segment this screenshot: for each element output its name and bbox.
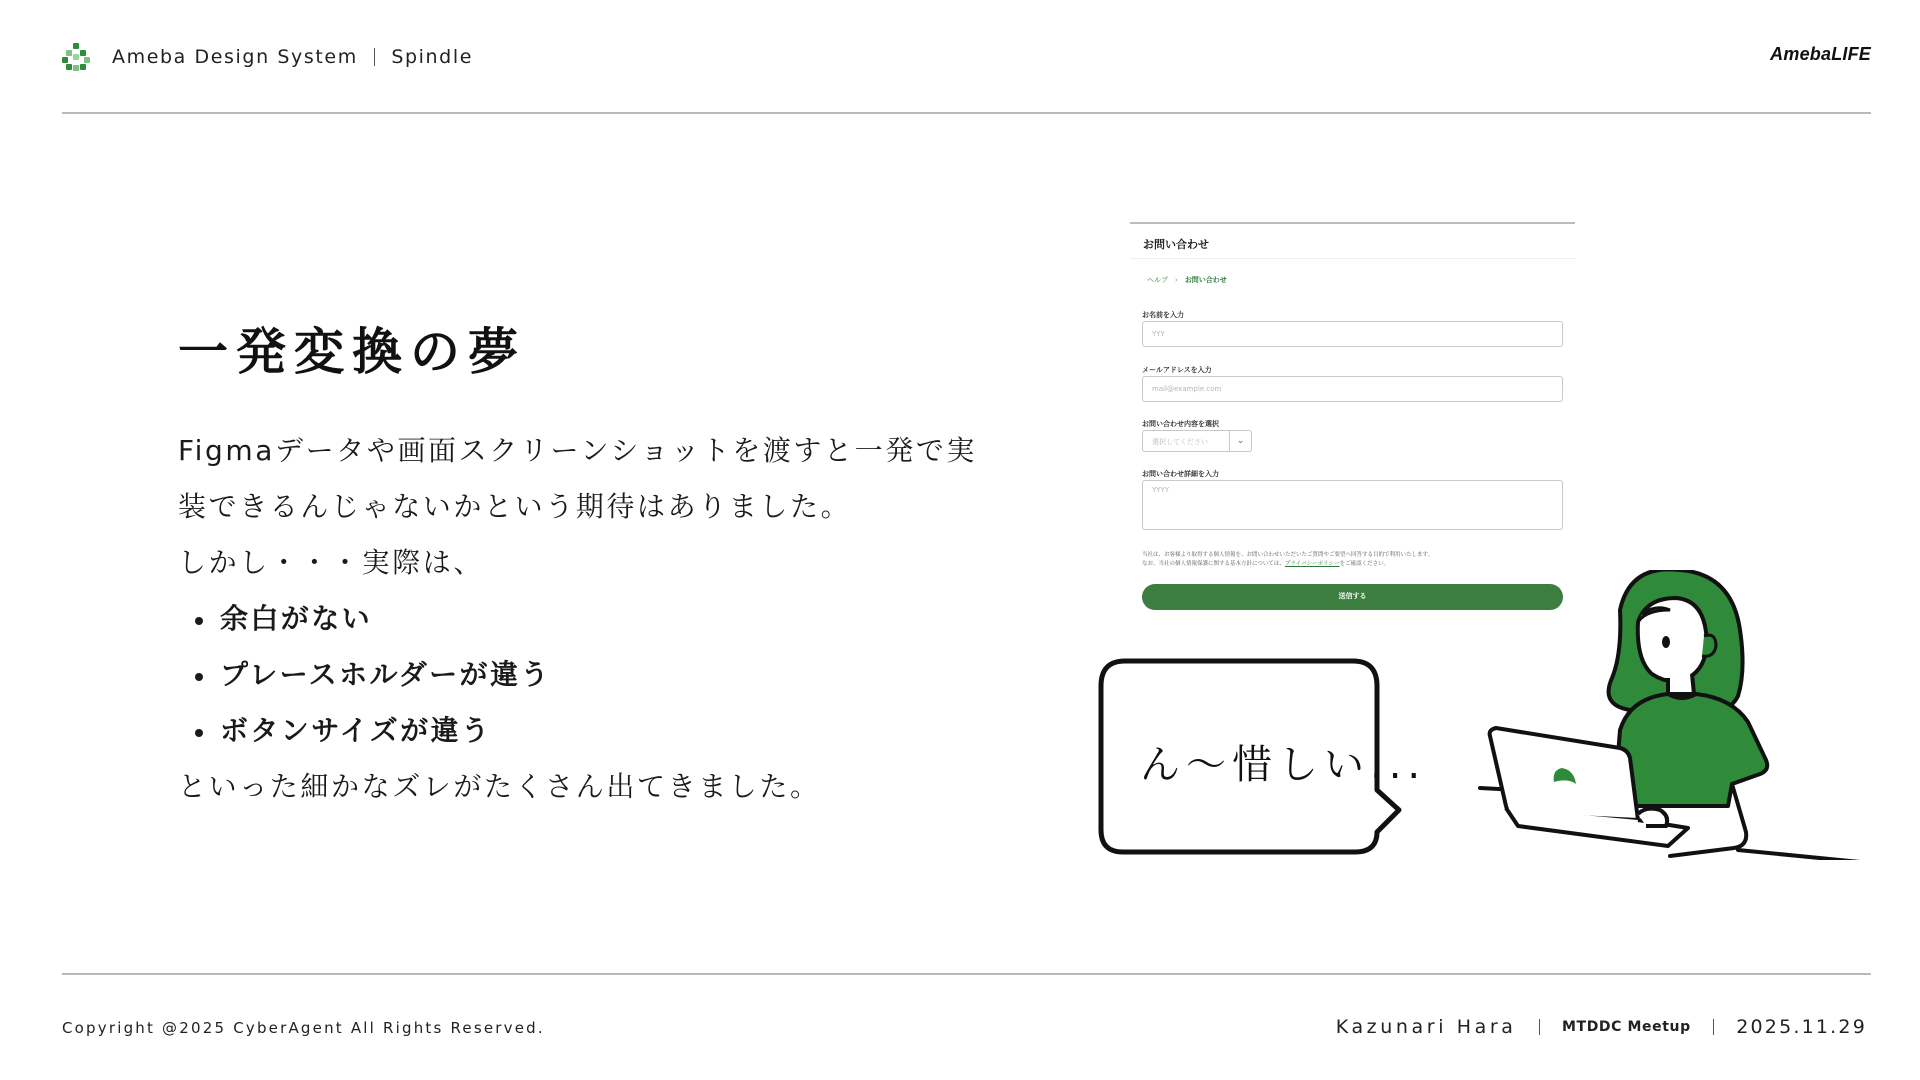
header [62, 40, 473, 74]
name-input[interactable]: YYY [1142, 321, 1563, 347]
name-label: お名前を入力 [1142, 311, 1184, 319]
detail-textarea[interactable]: YYYY [1142, 480, 1563, 530]
contact-form-screenshot [1130, 222, 1575, 629]
email-label: メールアドレスを入力 [1142, 366, 1212, 374]
author-name: Kazunari Hara [1335, 1016, 1517, 1038]
spindle-logo-icon [62, 43, 90, 71]
privacy-note-line-2 [1142, 560, 1563, 569]
copyright: Copyright @2025 CyberAgent All Rights Reserved. [62, 1019, 545, 1037]
breadcrumb-help-link[interactable]: ヘルプ [1147, 276, 1168, 284]
category-label: お問い合わせ内容を選択 [1142, 420, 1219, 428]
header-rule [62, 112, 1871, 114]
privacy-note-line-1: 当社は、お客様より取得する個人情報を、お問い合わせいただいたご質問やご要望へ回答する目的で利用いたします。 [1142, 552, 1434, 558]
category-placeholder: 選択してください [1152, 438, 1208, 446]
design-system-name: Ameba Design System [112, 46, 358, 68]
email-input[interactable]: mail@example.com [1142, 376, 1563, 402]
footer-divider [1713, 1019, 1715, 1035]
detail-label: お問い合わせ詳細を入力 [1142, 470, 1219, 478]
privacy-policy-link[interactable]: プライバシーポリシー [1284, 561, 1340, 567]
chevron-right-icon: › [1175, 276, 1178, 284]
issue-item: 余白がない [178, 591, 998, 647]
form-title-divider [1130, 258, 1575, 259]
form-title: お問い合わせ [1143, 238, 1209, 251]
privacy-note-prefix: なお、当社の個人情報保護に関する基本方針については、 [1142, 561, 1285, 567]
issue-item: ボタンサイズが違う [178, 703, 998, 759]
privacy-note-suffix: をご確認ください。 [1339, 561, 1390, 567]
footer-meta [1336, 1016, 1867, 1038]
event-name: MTDDC Meetup [1562, 1019, 1691, 1035]
submit-button[interactable]: 送信する [1142, 584, 1563, 610]
breadcrumb-current: お問い合わせ [1184, 276, 1227, 284]
slide-title: 一発変換の夢 [178, 323, 526, 381]
issue-list [178, 591, 998, 759]
footer-divider [1539, 1019, 1541, 1035]
conclusion-paragraph: といった細かなズレがたくさん出てきました。 [178, 770, 821, 803]
speech-bubble-text: ん〜惜しい... [1140, 742, 1427, 788]
ameba-life-logo: AmebaLIFE [1770, 44, 1871, 64]
header-divider [374, 48, 376, 66]
intro-paragraph: Figmaデータや画面スクリーンショットを渡すと一発で実装できるんじゃないかという期待はありました。 [178, 434, 978, 523]
chevron-down-icon: ⌄ [1229, 431, 1251, 451]
issue-item: プレースホルダーが違う [178, 647, 998, 703]
person-with-laptop-illustration [1470, 570, 1890, 860]
product-name: Spindle [391, 46, 474, 68]
category-select[interactable] [1142, 430, 1252, 452]
privacy-note [1142, 551, 1563, 569]
footer-rule [62, 973, 1871, 975]
transition-paragraph: しかし・・・実際は、 [178, 546, 485, 579]
breadcrumb [1147, 275, 1227, 285]
event-date: 2025.11.29 [1736, 1016, 1867, 1038]
slide-body [178, 423, 998, 815]
